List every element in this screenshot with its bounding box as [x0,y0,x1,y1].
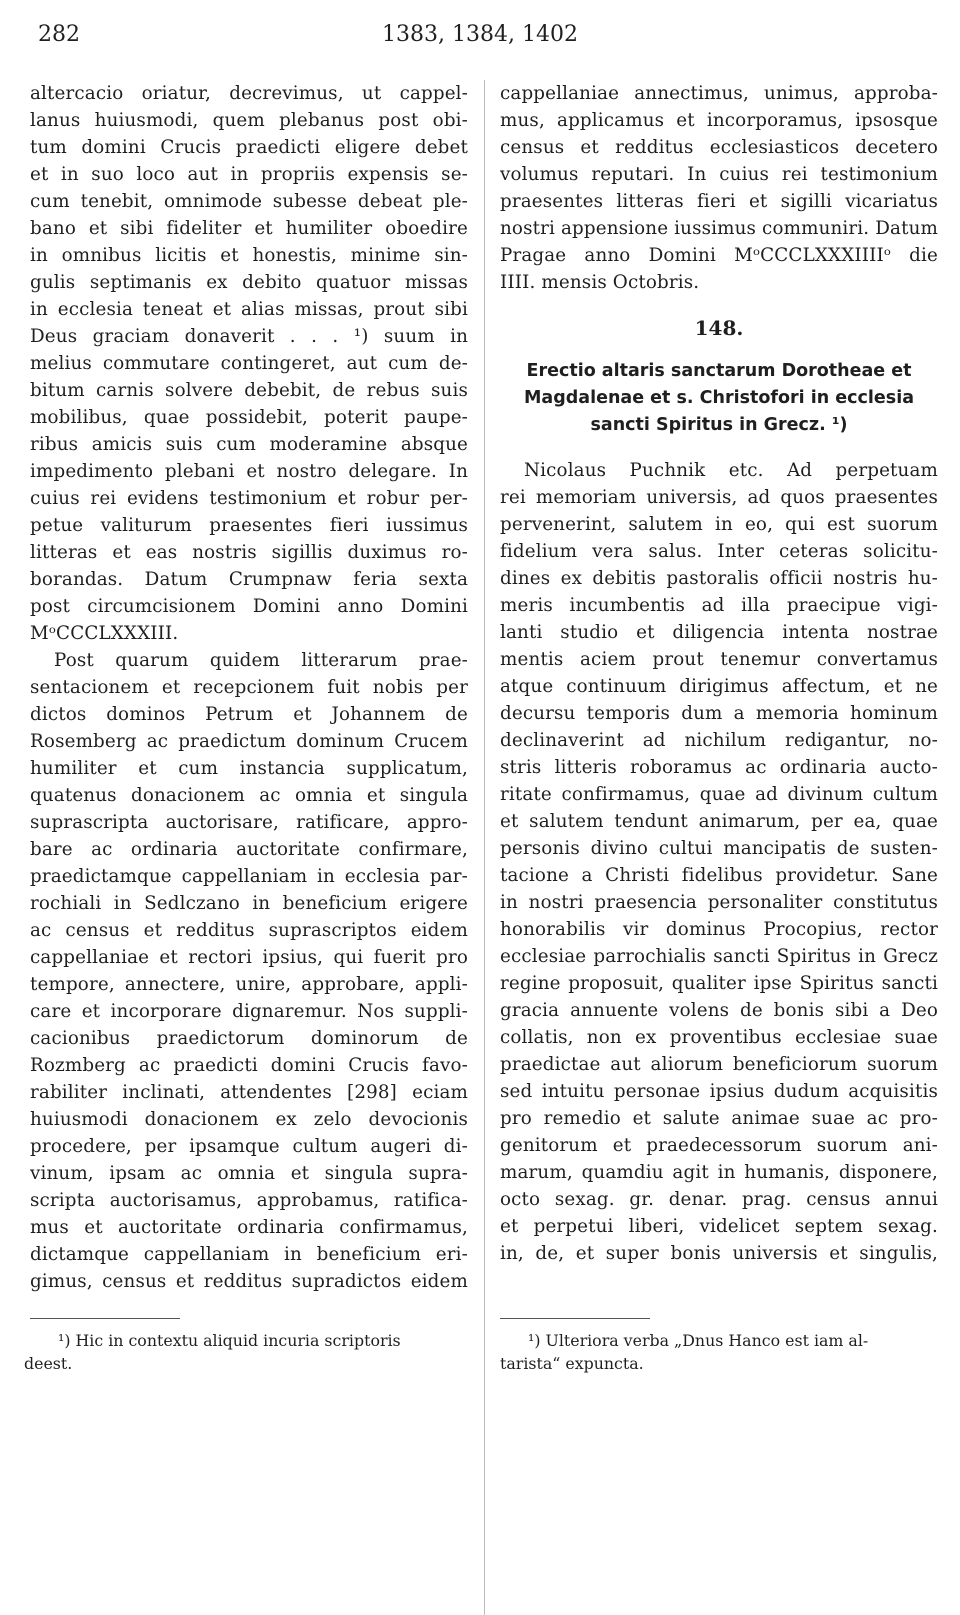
text-line: scripta auctorisamus, approbamus, ratifica- [30,1190,468,1211]
text-line: et in suo loco aut in propriis expensis se- [30,164,468,185]
text-line: et perpetui liberi, videlicet septem sexag. [500,1216,938,1237]
text-line: stris litteris roboramus ac ordinaria aucto- [500,757,938,778]
text-line: quatenus donacionem ac omnia et singula [30,785,468,806]
text-line: suprascripta auctorisare, ratificare, appro- [30,812,468,833]
text-line: decursu temporis dum a memoria hominum [500,703,938,724]
text-line: cuius rei evidens testimonium et robur per- [30,488,468,509]
text-line: volumus reputari. In cuius rei testimonium [500,164,938,185]
text-line: vinum, ipsam ac omnia et singula supra- [30,1163,468,1184]
text-line: sentacionem et recepcionem fuit nobis per [30,677,468,698]
text-line: in ecclesia teneat et alias missas, prout sibi [30,299,468,320]
text-line: petue valiturum praesentes fieri iussimus [30,515,468,536]
title-line: sancti Spiritus in Grecz. ¹) [590,415,848,435]
text-line: Deus graciam donaverit . . . ¹) suum in [30,326,468,347]
text-line: genitorum et praedecessorum suorum ani- [500,1135,938,1156]
text-line: nostri appensione iussimus communiri. Datum [500,218,938,239]
text-line: Rozmberg ac praedicti domini Crucis favo- [30,1055,468,1076]
text-line: post circumcisionem Domini anno Domini [30,596,468,617]
title-line: Erectio altaris sanctarum Dorotheae et [526,361,912,381]
text-line: litteras et eas nostris sigillis duximus ro- [30,542,468,563]
text-line: mus et auctoritate ordinaria confirmamus, [30,1217,468,1238]
text-line: lanti studio et diligencia intenta nostrae [500,622,938,643]
right-footnotes [500,1318,938,1375]
page-header [28,22,932,58]
document-number: 148. [694,316,744,340]
text-line: care et incorporare dignaremur. Nos suppli- [30,1001,468,1022]
text-line: huiusmodi donacionem ex zelo devocionis [30,1109,468,1130]
text-line: personis divino cultui mancipatis de susten- [500,838,938,859]
text-line: cum tenebit, omnimode subesse debeat ple- [30,191,468,212]
text-line: census et redditus ecclesiasticos decetero [500,137,938,158]
text-line: borandas. Datum Crumpnaw feria sexta [30,569,468,590]
text-line: mentis aciem prout tenemur convertamus [500,649,938,670]
footnote-line: ¹) Hic in contextu aliquid incuria scriptoris [58,1331,401,1350]
text-line: pro remedio et salute animae suae ac pro- [500,1108,938,1129]
text-line: ritate confirmamus, quae ad divinum cultum [500,784,938,805]
text-line: rabiliter inclinati, attendentes [298] eciam [30,1082,468,1103]
footnote-line: deest. [24,1354,73,1373]
text-line: meris incumbentis ad illa praecipue vigi- [500,595,938,616]
text-line: ecclesiae parrochialis sancti Spiritus in Grecz [500,946,938,967]
text-line: fidelium vera salus. Inter ceteras solicitu- [500,541,938,562]
text-line: gracia annuente volens de bonis sibi a Deo [500,1000,938,1021]
text-line: honorabilis vir dominus Procopius, rector [500,919,938,940]
left-footnotes [24,1318,468,1375]
text-line: rei memoriam universis, ad quos praesentes [500,487,938,508]
text-line: praedictamque cappellaniam in ecclesia par- [30,866,468,887]
text-line: Rosemberg ac praedictum dominum Crucem [30,731,468,752]
text-line: dines ex debitis pastoralis officii nostris hu- [500,568,938,589]
text-line: bare ac ordinaria auctoritate confirmare, [30,839,468,860]
text-line: melius commutare contingeret, aut cum de- [30,353,468,374]
right-column [500,80,938,1267]
text-line: Pragae anno Domini MᵒCCCLXXXIIIIᵒ die [500,245,938,266]
text-line: rochiali in Sedlczano in beneficium erigere [30,893,468,914]
footnote-line: tarista“ expuncta. [500,1354,644,1373]
text-line: cappellaniae et rectori ipsius, qui fuerit pro [30,947,468,968]
left-column [30,80,468,1295]
text-line: in omnibus licitis et honestis, minime sin- [30,245,468,266]
text-line: dictos dominos Petrum et Johannem de [30,704,468,725]
text-line: praedictae aut aliorum beneficiorum suorum [500,1054,938,1075]
page-number: 282 [38,22,80,47]
text-line: mus, applicamus et incorporamus, ipsosque [500,110,938,131]
text-line: altercacio oriatur, decrevimus, ut cappel- [30,83,468,104]
text-line: cappellaniae annectimus, unimus, approba- [500,83,938,104]
running-head: 1383, 1384, 1402 [382,22,578,47]
text-line: tempore, annectere, unire, approbare, appli- [30,974,468,995]
text-line: dictamque cappellaniam in beneficium eri- [30,1244,468,1265]
text-line: declinaverint ad nichilum redigantur, no- [500,730,938,751]
text-line: sed intuitu personae ipsius dudum acquisitis [500,1081,938,1102]
text-line: impedimento plebani et nostro delegare. In [30,461,468,482]
text-line: Nicolaus Puchnik etc. Ad perpetuam [524,460,938,481]
title-line: Magdalenae et s. Christofori in ecclesia [523,388,915,408]
column-divider [484,80,485,1615]
text-line: in nostri praesencia personaliter constitutus [500,892,938,913]
text-line: procedere, per ipsamque cultum augeri di- [30,1136,468,1157]
text-line: regine proposuit, qualiter ipse Spiritus sancti [500,973,938,994]
text-line: octo sexag. gr. denar. prag. census annui [500,1189,938,1210]
text-line: praesentes litteras fieri et sigilli vicariatus [500,191,938,212]
text-line: ac census et redditus suprascriptos eidem [30,920,468,941]
text-line: cacionibus praedictorum dominorum de [30,1028,468,1049]
footnote-line: ¹) Ulteriora verba „Dnus Hanco est iam al- [528,1331,869,1350]
text-line: atque continuum dirigimus affectum, et ne [500,676,938,697]
text-line: collatis, non ex proventibus ecclesiae suae [500,1027,938,1048]
text-line: tacione a Christi fidelibus providetur. Sane [500,865,938,886]
text-line: et salutem tendunt animarum, per ea, quae [500,811,938,832]
footnote-rule [500,1318,650,1319]
text-line: gulis septimanis ex debito quatuor missas [30,272,468,293]
text-line: IIII. mensis Octobris. [500,272,700,293]
text-line: marum, quamdiu agit in humanis, disponere, [500,1162,938,1183]
text-line: lanus huiusmodi, quem plebanus post obi- [30,110,468,131]
text-line: mobilibus, quae possidebit, poterit paupe- [30,407,468,428]
document-title [500,358,938,439]
text-line: Post quarum quidem litterarum prae- [54,650,468,671]
text-line: ribus amicis suis cum moderamine absque [30,434,468,455]
text-line: bano et sibi fideliter et humiliter oboedire [30,218,468,239]
text-line: tum domini Crucis praedicti eligere debet [30,137,468,158]
text-line: in, de, et super bonis universis et singulis, [500,1243,938,1264]
text-line: bitum carnis solvere debebit, de rebus suis [30,380,468,401]
text-line: pervenerint, salutem in eo, qui est suorum [500,514,938,535]
footnote-rule [30,1318,180,1319]
text-line: gimus, census et redditus supradictos eidem [30,1271,468,1292]
text-line: humiliter et cum instancia supplicatum, [30,758,468,779]
text-line: MᵒCCCLXXXIII. [30,623,179,644]
